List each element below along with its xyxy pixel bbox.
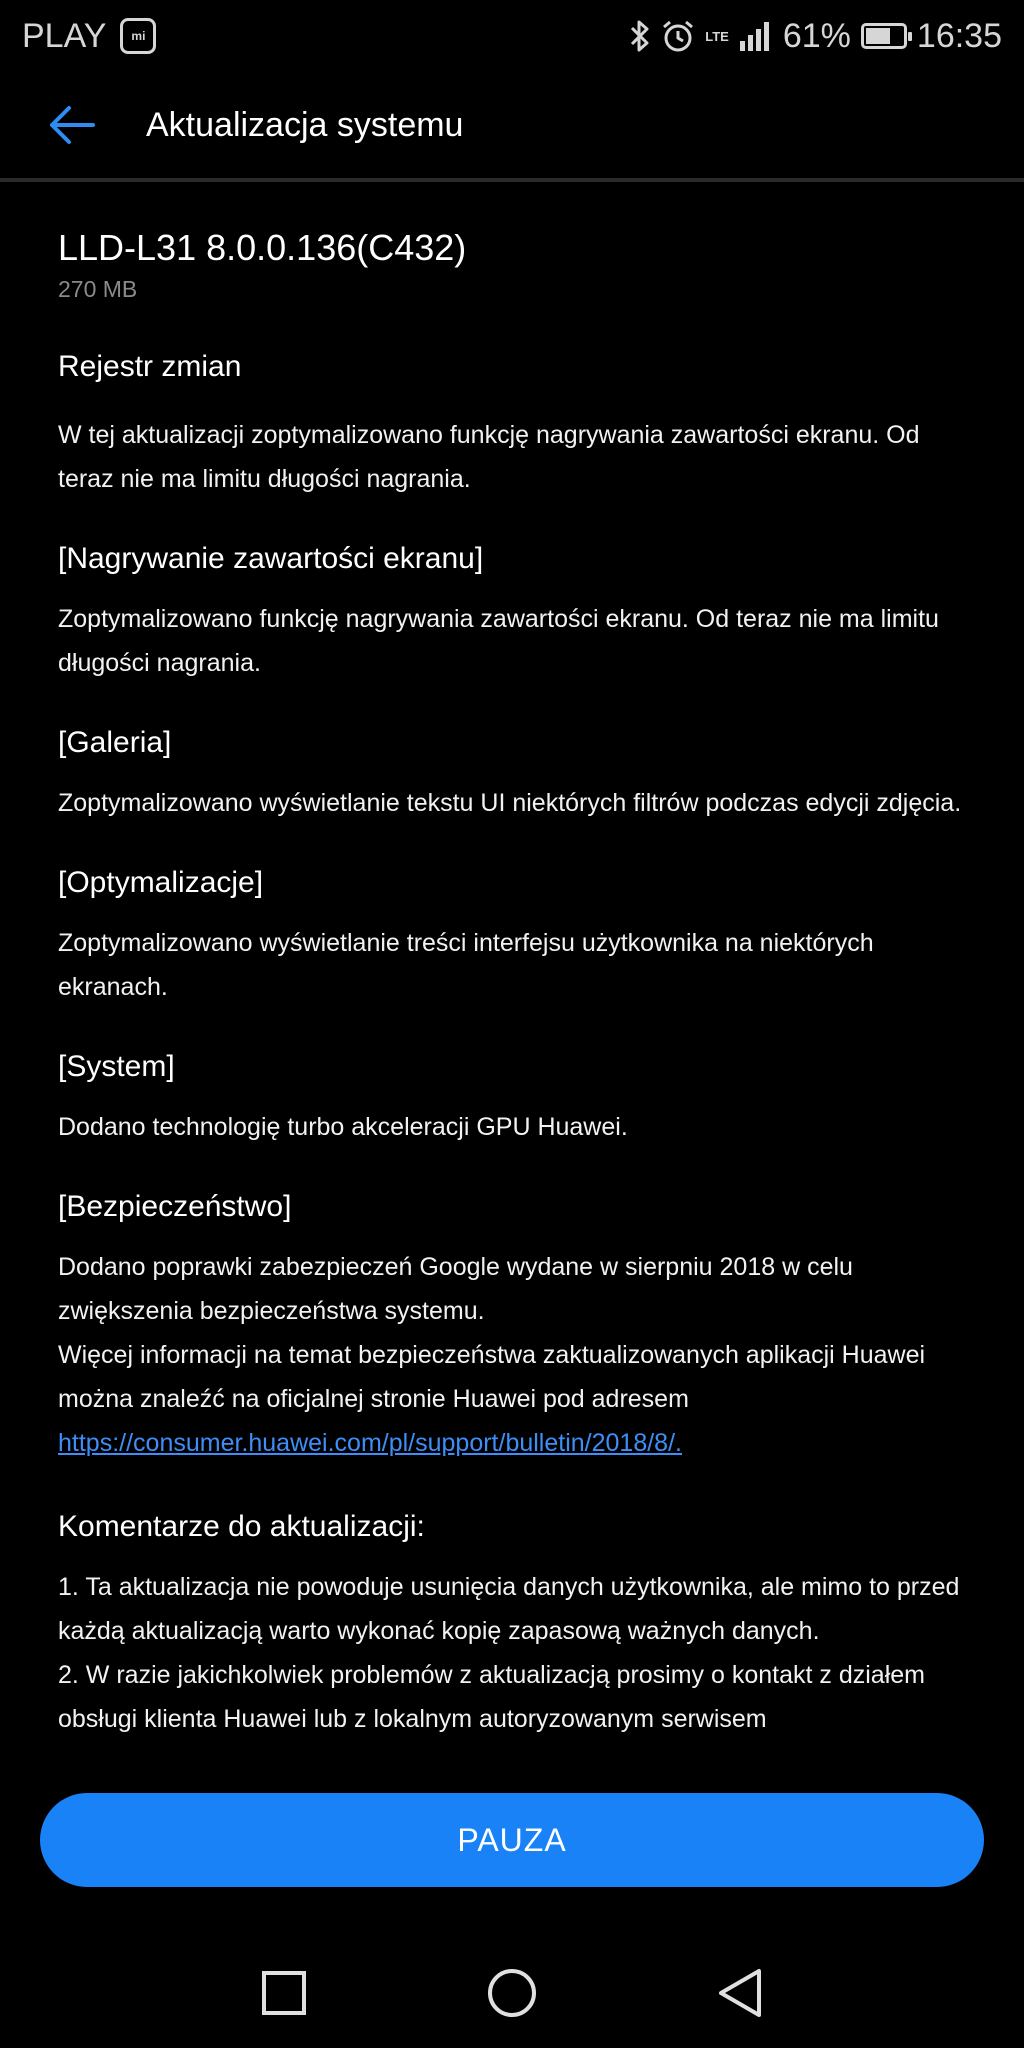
changelog-intro: W tej aktualizacji zoptymalizowano funkcję nagrywania zawartości ekranu. Od teraz nie ma limitu długości nagrania. <box>58 421 920 493</box>
alarm-icon <box>661 19 695 53</box>
comments-body <box>58 1565 968 1741</box>
battery-fill <box>866 28 890 44</box>
triangle-back-icon <box>717 1968 763 2018</box>
back-button[interactable] <box>38 91 106 159</box>
arrow-left-icon <box>47 105 97 145</box>
update-details[interactable] <box>58 182 968 1742</box>
nav-back-button[interactable] <box>712 1965 768 2021</box>
clock: 16:35 <box>916 16 1002 55</box>
update-size: 270 MB <box>58 276 138 302</box>
section-title-screen-recording: [Nagrywanie zawartości ekranu] <box>58 542 484 575</box>
section-body-security <box>58 1245 968 1465</box>
comment-item-1: 1. Ta aktualizacja nie powoduje usunięcia danych użytkownika, ale mimo to przed każdą aktualizacją warto wykonać kopię zapasową ważnych danych. <box>58 1573 960 1645</box>
page-title: Aktualizacja systemu <box>146 105 464 144</box>
home-button[interactable] <box>484 1965 540 2021</box>
security-text-2: Więcej informacji na temat bezpieczeństwa zaktualizowanych aplikacji Huawei można znaleźć na oficjalnej stronie Huawei pod adresem <box>58 1341 926 1413</box>
section-body-gallery: Zoptymalizowano wyświetlanie tekstu UI niektórych filtrów podczas edycji zdjęcia. <box>58 789 962 817</box>
section-title-optimizations: [Optymalizacje] <box>58 866 264 899</box>
changelog-title: Rejestr zmian <box>58 350 242 383</box>
security-bulletin-link[interactable]: https://consumer.huawei.com/pl/support/bulletin/2018/8/. <box>58 1429 682 1457</box>
network-type: LTE <box>705 28 729 44</box>
pause-button[interactable]: PAUZA <box>40 1793 984 1887</box>
security-text-1: Dodano poprawki zabezpieczeń Google wydane w sierpniu 2018 w celu zwiększenia bezpieczeństwa systemu. <box>58 1253 853 1325</box>
battery-percent: 61% <box>782 16 851 55</box>
circle-icon <box>487 1968 537 2018</box>
carrier-name: PLAY <box>22 16 107 55</box>
section-body-optimizations: Zoptymalizowano wyświetlanie treści interfejsu użytkownika na niektórych ekranach. <box>58 929 874 1001</box>
section-body-screen-recording: Zoptymalizowano funkcję nagrywania zawartości ekranu. Od teraz nie ma limitu długości nagrania. <box>58 605 939 677</box>
update-version: LLD-L31 8.0.0.136(C432) <box>58 227 467 268</box>
square-icon <box>261 1970 307 2016</box>
bluetooth-icon <box>629 19 651 53</box>
comments-title: Komentarze do aktualizacji: <box>58 1510 425 1543</box>
signal-icon <box>739 21 773 51</box>
section-title-system: [System] <box>58 1050 175 1083</box>
carrier-app-icon: mi <box>120 18 156 54</box>
section-title-security: [Bezpieczeństwo] <box>58 1190 292 1223</box>
app-header <box>0 72 1024 178</box>
section-title-gallery: [Galeria] <box>58 726 172 759</box>
section-body-system: Dodano technologię turbo akceleracji GPU Huawei. <box>58 1113 628 1141</box>
navigation-bar <box>0 1935 1024 2048</box>
status-bar <box>0 0 1024 72</box>
recents-button[interactable] <box>256 1965 312 2021</box>
comment-item-2: 2. W razie jakichkolwiek problemów z aktualizacją prosimy o kontakt z działem obsługi klienta Huawei lub z lokalnym autoryzowanym serwisem <box>58 1661 925 1733</box>
battery-icon <box>861 23 907 49</box>
